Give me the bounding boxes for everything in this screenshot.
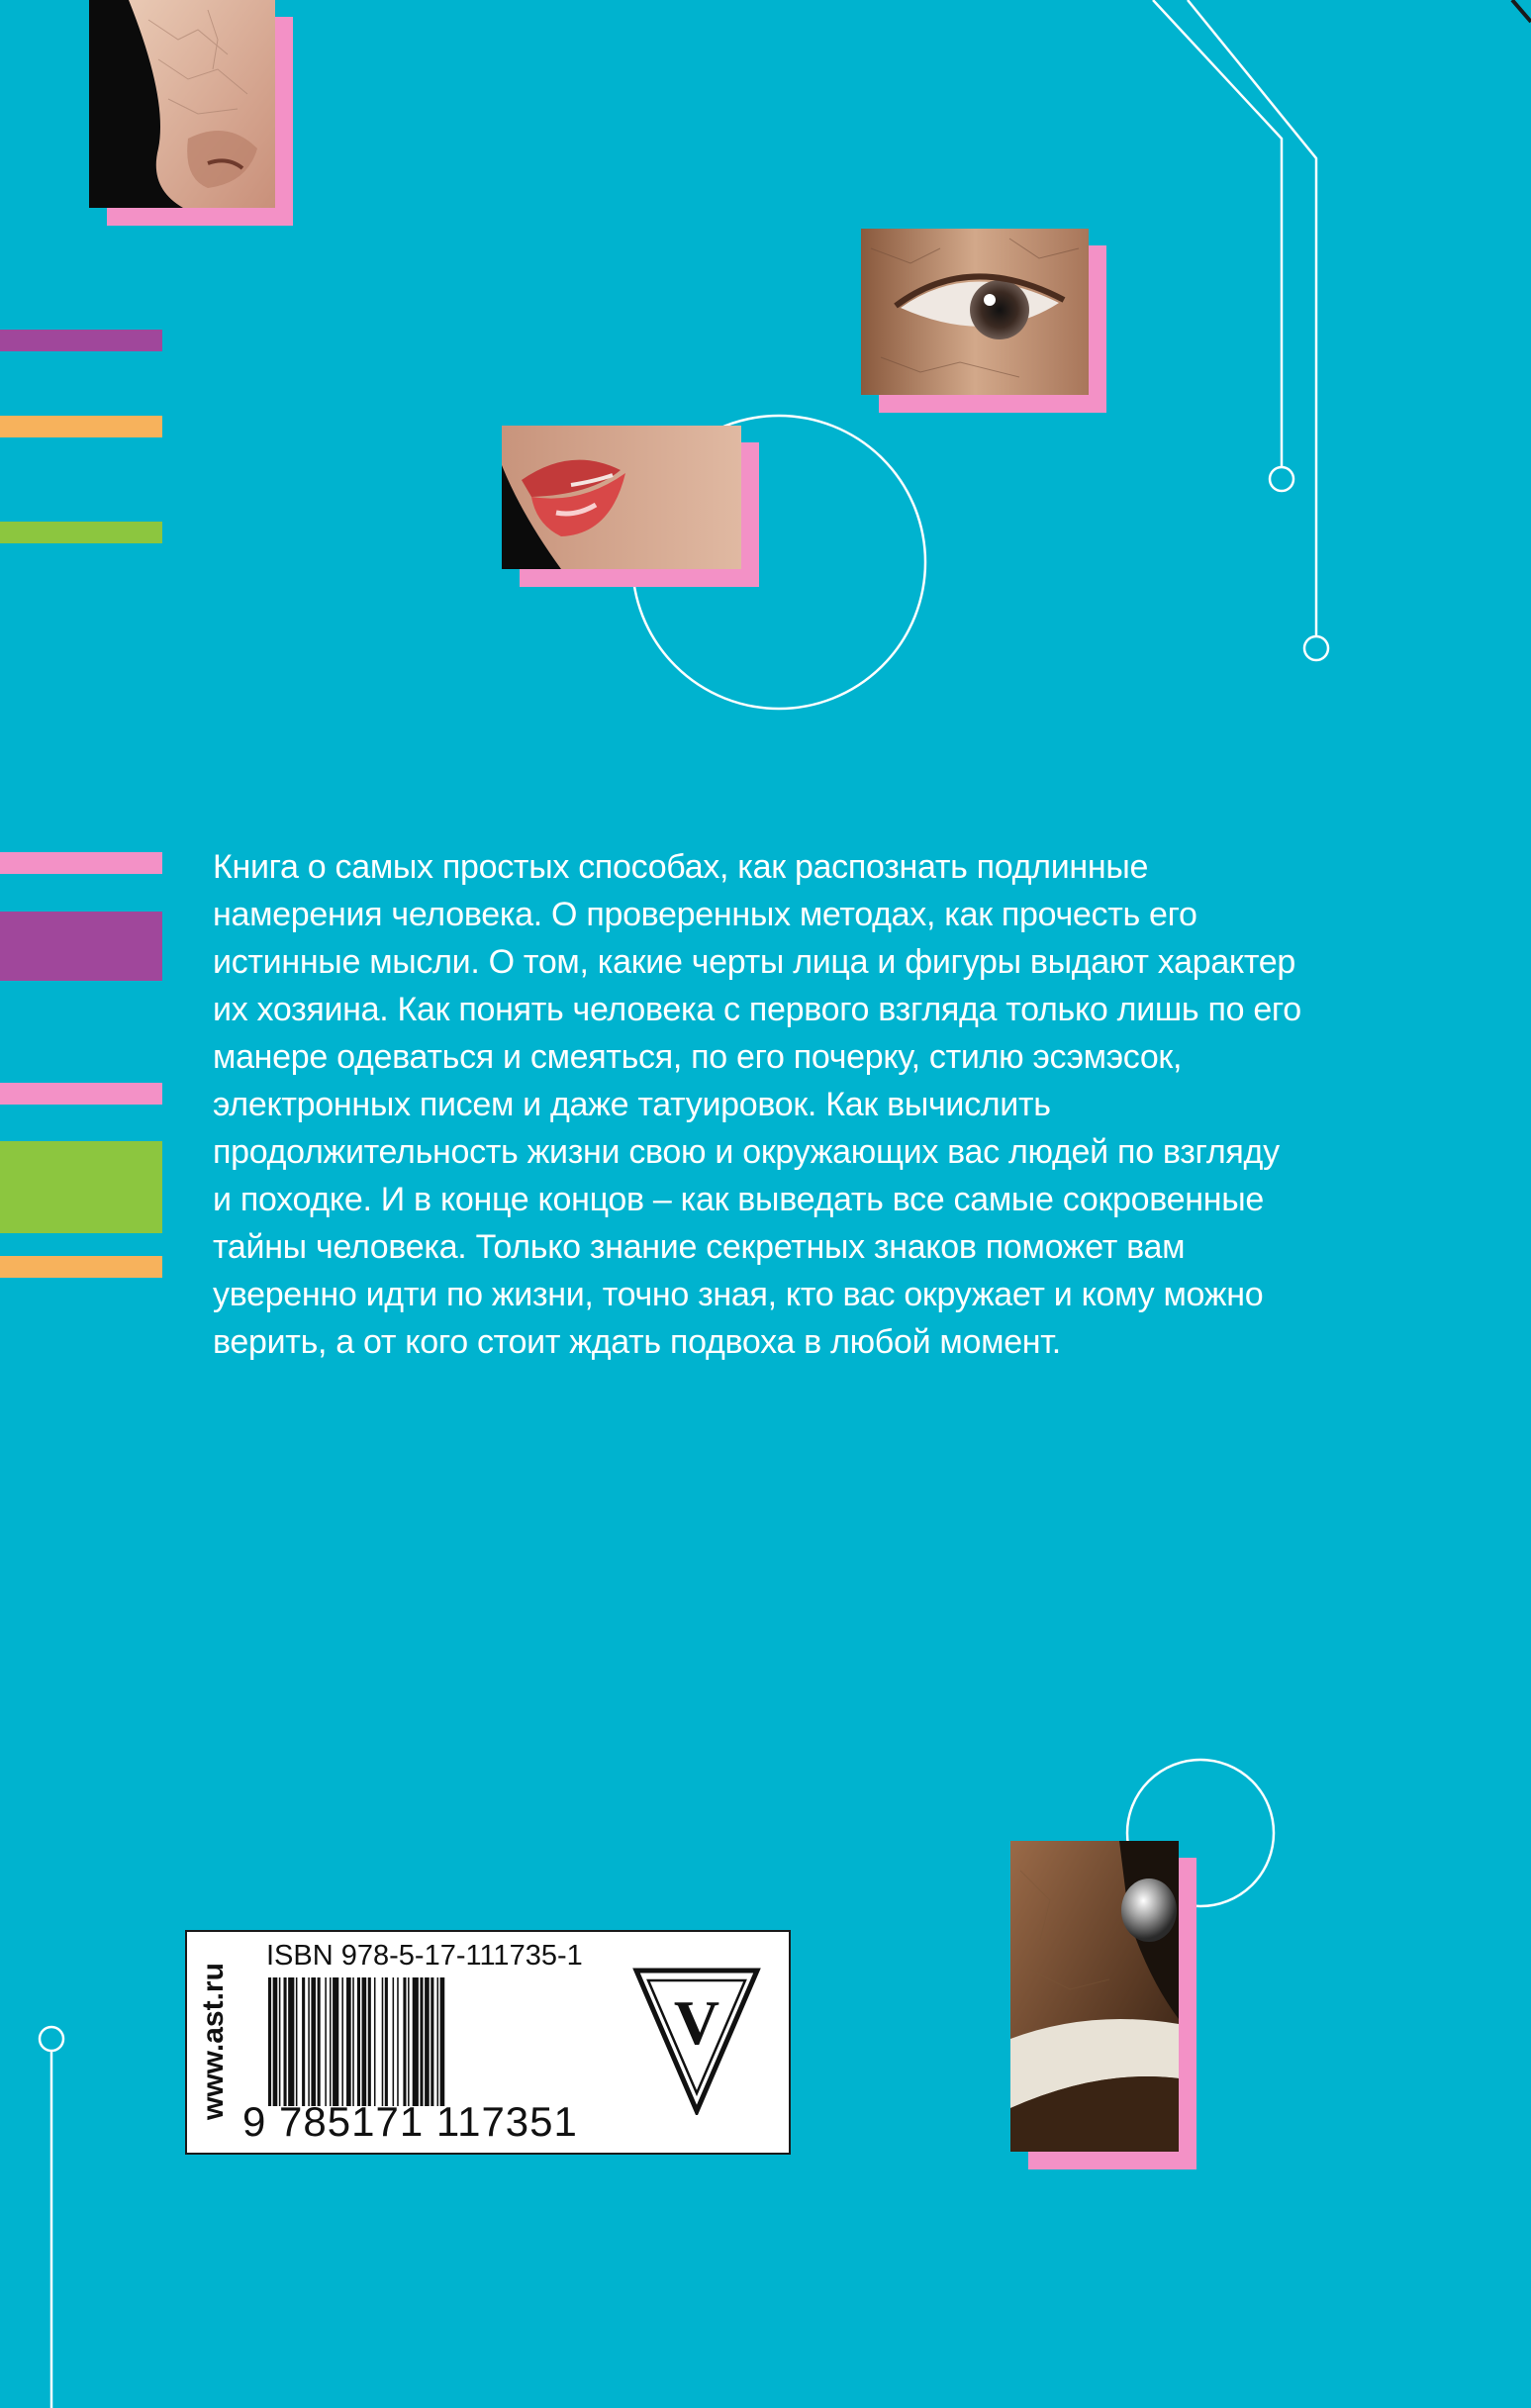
circuit-node-outer	[1304, 636, 1328, 660]
annotation-line: электронных писем и даже татуировок. Как вычислить	[213, 1086, 1051, 1123]
annotation-text	[213, 843, 1381, 1366]
annotation-line: продолжительность жизни свою и окружающих вас людей по взгляду	[213, 1133, 1280, 1171]
nose-fragment-image	[89, 0, 275, 208]
stripe-orange-bottom	[0, 1256, 162, 1278]
website-text: www.ast.ru	[197, 1963, 230, 2120]
stripe-pink-1	[0, 852, 162, 874]
circuit-node-inner	[1270, 467, 1293, 491]
publisher-v-mark-icon	[632, 1967, 761, 2115]
annotation-line: уверенно идти по жизни, точно зная, кто вас окружает и кому можно	[213, 1276, 1264, 1313]
annotation-line: и походке. И в конце концов – как выведать все самые сокровенные	[213, 1181, 1264, 1218]
stripe-green-top	[0, 522, 162, 543]
nose-fragment	[89, 0, 293, 226]
annotation-line: намерения человека. О проверенных методах, как прочесть его	[213, 896, 1197, 933]
pearl-earring-fragment-image	[1010, 1841, 1179, 2152]
annotation-line: Книга о самых простых способах, как распознать подлинные	[213, 848, 1149, 886]
lips-fragment	[502, 426, 759, 587]
eye-fragment-image	[861, 229, 1089, 395]
stripe-purple-block	[0, 912, 162, 981]
circuit-node-bottom	[40, 2027, 63, 2051]
annotation-line: их хозяина. Как понять человека с первого взгляда только лишь по его	[213, 991, 1301, 1028]
circuit-line-outer	[1188, 0, 1316, 636]
annotation-line: истинные мысли. О том, какие черты лица и фигуры выдают характер	[213, 943, 1296, 981]
stripe-orange-top	[0, 416, 162, 437]
barcode-digits: 9 785171 117351	[242, 2098, 578, 2145]
barcode-block	[185, 1930, 791, 2155]
isbn-label: ISBN 978-5-17-111735-1	[266, 1940, 583, 1972]
pearl-earring-fragment	[1010, 1841, 1196, 2169]
stripe-green-block	[0, 1141, 162, 1233]
annotation-line: верить, а от кого стоит ждать подвоха в любой момент.	[213, 1323, 1061, 1361]
eye-fragment	[861, 229, 1106, 413]
stripe-purple-top	[0, 330, 162, 351]
annotation-line: тайны человека. Только знание секретных знаков поможет вам	[213, 1228, 1186, 1266]
circuit-line-inner	[1153, 0, 1282, 467]
barcode-bars	[266, 1977, 603, 2106]
annotation-line: манере одеваться и смеяться, по его почерку, стилю эсэмэсок,	[213, 1038, 1183, 1076]
stripe-pink-2	[0, 1083, 162, 1105]
age-mark-letter: V	[673, 1987, 720, 2058]
lips-fragment-image	[502, 426, 741, 569]
